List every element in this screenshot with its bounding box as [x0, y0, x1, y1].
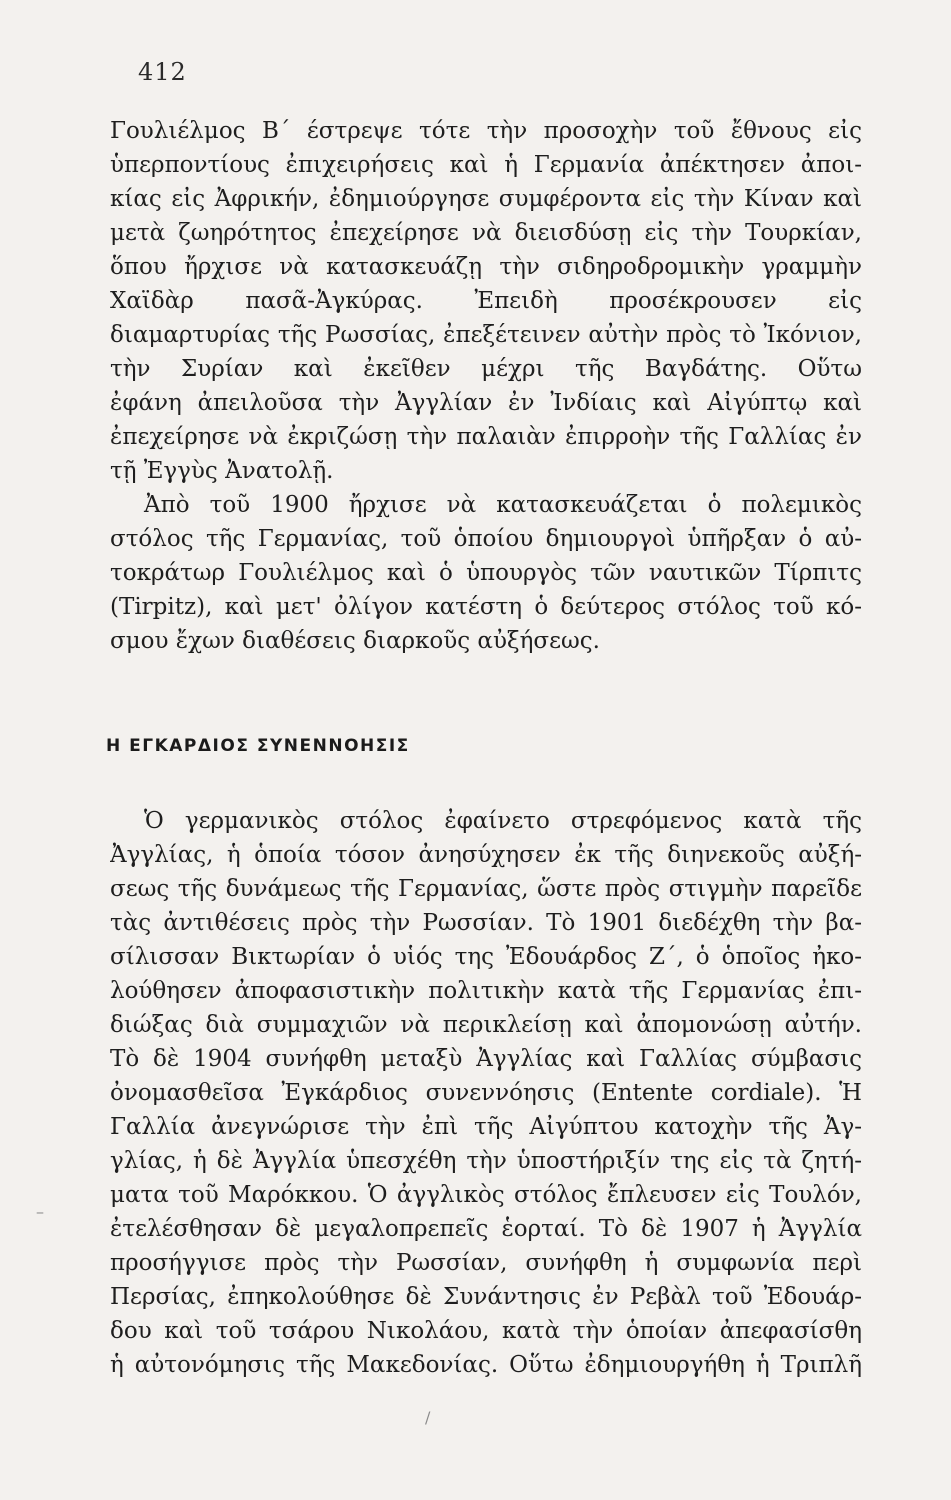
- text-line: γλίας, ἡ δὲ Ἀγγλία ὑπεσχέθη τὴν ὑποστήριξίν της εἰς τὰ ζητή-: [110, 1148, 862, 1174]
- text-line: ματα τοῦ Μαρόκκου. Ὁ ἀγγλικὸς στόλος ἔπλευσεν εἰς Τουλόν,: [110, 1182, 862, 1208]
- text-line: λούθησεν ἀποφασιστικὴν πολιτικὴν κατὰ τῆς Γερμανίας ἐπι-: [110, 978, 862, 1004]
- text-line: διώξας διὰ συμμαχιῶν νὰ περικλείσῃ καὶ ἀπομονώσῃ αὐτήν.: [110, 1012, 862, 1038]
- text-line: στόλος τῆς Γερμανίας, τοῦ ὁποίου δημιουργοὶ ὑπῆρξαν ὁ αὐ-: [110, 526, 862, 552]
- text-line: Περσίας, ἐπηκολούθησε δὲ Συνάντησις ἐν Ρεβὰλ τοῦ Ἐδουάρ-: [110, 1284, 862, 1310]
- text-line: ἡ αὐτονόμησις τῆς Μακεδονίας. Οὕτω ἐδημιουργήθη ἡ Τριπλῆ: [110, 1352, 862, 1378]
- text-line: μετὰ ζωηρότητος ἐπεχείρησε νὰ διεισδύσῃ εἰς τὴν Τουρκίαν,: [110, 220, 862, 246]
- text-line: ἐπεχείρησε νὰ ἐκριζώσῃ τὴν παλαιὰν ἐπιρροὴν τῆς Γαλλίας ἐν: [110, 424, 862, 450]
- text-line: Γουλιέλμος Β΄ έστρεψε τότε τὴν προσοχὴν τοῦ ἔθνους εἰς: [110, 118, 862, 144]
- text-line: διαμαρτυρίας τῆς Ρωσσίας, ἐπεξέτεινεν αὐτὴν πρὸς τὸ Ἰκόνιον,: [110, 322, 862, 348]
- bottom-mark: /: [425, 1408, 431, 1427]
- text-line: σεως τῆς δυνάμεως τῆς Γερμανίας, ὥστε πρὸς στιγμὴν παρεῖδε: [110, 876, 862, 902]
- text-line: ὀνομασθεῖσα Ἐγκάρδιος συνεννόησις (Entente cordiale). Ἡ: [110, 1080, 862, 1106]
- text-line: τὴν Συρίαν καὶ ἐκεῖθεν μέχρι τῆς Βαγδάτης. Οὕτω: [110, 356, 862, 382]
- text-line: ὅπου ἤρχισε νὰ κατασκευάζῃ τὴν σιδηροδρομικὴν γραμμὴν: [110, 254, 862, 280]
- text-line: κίας εἰς Ἀφρικήν, ἐδημιούργησε συμφέροντα εἰς τὴν Κίναν καὶ: [110, 186, 862, 212]
- text-line: σίλισσαν Βικτωρίαν ὁ υἱός της Ἐδουάρδος Ζ΄, ὁ ὁποῖος ἠκο-: [110, 944, 862, 970]
- paragraph-ottoman-expansion: [110, 114, 862, 488]
- paragraph-fleet-construction: [110, 488, 862, 658]
- text-line: (Tirpitz), καὶ μετ' ὀλίγον κατέστη ὁ δεύτερος στόλος τοῦ κό-: [110, 594, 862, 620]
- text-line: ἐτελέσθησαν δὲ μεγαλοπρεπεῖς ἑορταί. Τὸ δὲ 1907 ἡ Ἀγγλία: [110, 1216, 862, 1242]
- page-number: 412: [138, 58, 187, 86]
- text-line: τῇ Ἐγγὺς Ἀνατολῇ.: [110, 458, 334, 484]
- text-line: προσήγγισε πρὸς τὴν Ρωσσίαν, συνήφθη ἡ συμφωνία περὶ: [110, 1250, 862, 1276]
- text-line: Ἀγγλίας, ἡ ὁποία τόσον ἀνησύχησεν ἐκ τῆς διηνεκοῦς αὐξή-: [110, 842, 862, 868]
- text-line: δου καὶ τοῦ τσάρου Νικολάου, κατὰ τὴν ὁποίαν ἀπεφασίσθη: [110, 1318, 862, 1344]
- text-line: Ἀπὸ τοῦ 1900 ἤρχισε νὰ κατασκευάζεται ὁ πολεμικὸς: [144, 492, 862, 518]
- text-line: τὰς ἀντιθέσεις πρὸς τὴν Ρωσσίαν. Τὸ 1901 διεδέχθη τὴν βα-: [110, 910, 862, 936]
- text-line: Χαϊδὰρ πασᾶ-Ἀγκύρας. Ἐπειδὴ προσέκρουσεν εἰς: [110, 288, 862, 314]
- text-line: Γαλλία ἀνεγνώρισε τὴν ἐπὶ τῆς Αἰγύπτου κατοχὴν τῆς Ἀγ-: [110, 1114, 862, 1140]
- text-line: ἐφάνη ἀπειλοῦσα τὴν Ἀγγλίαν ἐν Ἰνδίαις καὶ Αἰγύπτῳ καὶ: [110, 390, 862, 416]
- paragraph-entente-cordiale: [110, 804, 862, 1382]
- section-heading: Η ΕΓΚΑΡΔΙΟΣ ΣΥΝΕΝΝΟΗΣΙΣ: [106, 736, 410, 756]
- text-line: σμου ἔχων διαθέσεις διαρκοῦς αὐξήσεως.: [110, 628, 600, 654]
- text-line: τοκράτωρ Γουλιέλμος καὶ ὁ ὑπουργὸς τῶν ναυτικῶν Τίρπιτς: [110, 560, 862, 586]
- margin-mark: –: [36, 1202, 44, 1221]
- text-line: Τὸ δὲ 1904 συνήφθη μεταξὺ Ἀγγλίας καὶ Γαλλίας σύμβασις: [110, 1046, 862, 1072]
- text-line: Ὁ γερμανικὸς στόλος ἐφαίνετο στρεφόμενος κατὰ τῆς: [144, 808, 862, 834]
- text-line: ὑπερποντίους ἐπιχειρήσεις καὶ ἡ Γερμανία ἀπέκτησεν ἀποι-: [110, 152, 862, 178]
